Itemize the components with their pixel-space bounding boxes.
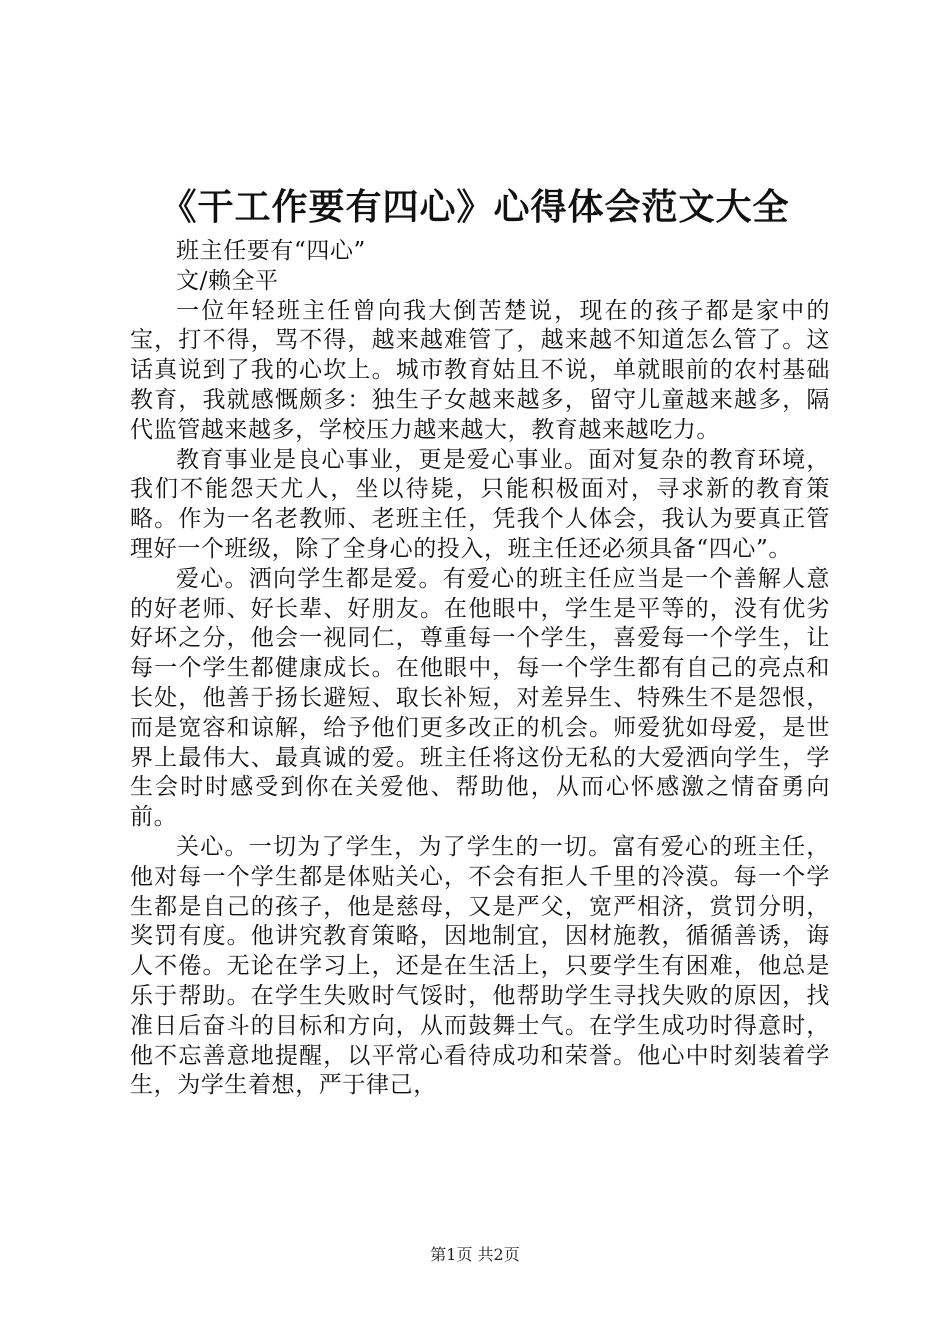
paragraph: 教育事业是良心事业，更是爱心事业。面对复杂的教育环境，我们不能怨天尤人，坐以待毙，只能积极面对，寻求新的教育策略。作为一名老教师、老班主任，凭我个人体会，我认为要真正管理好一个班级，除了全身心的投入，班主任还必须具备“四心”。 (130, 446, 830, 562)
document-title: 《干工作要有四心》心得体会范文大全 (160, 187, 790, 228)
page-number-footer: 第1页 共2页 (430, 1245, 520, 1264)
paragraph: 关心。一切为了学生，为了学生的一切。富有爱心的班主任，他对每一个学生都是体贴关心，不会有拒人千里的冷漠。每一个学生都是自己的孩子，他是慈母，又是严父，宽严相济，赏罚分明，奖罚有度。他讲究教育策略，因地制宜，因材施教，循循善诱，诲人不倦。无论在学习上，还是在生活上，只要学生有困难，他总是乐于帮助。在学生失败时气馁时，他帮助学生寻找失败的原因，找准日后奋斗的目标和方向，从而鼓舞士气。在学生成功时得意时，他不忘善意地提醒，以平常心看待成功和荣誉。他心中时刻装着学生，为学生着想，严于律己， (130, 833, 830, 1099)
paragraph: 班主任要有“四心” (176, 238, 366, 264)
paragraph: 一位年轻班主任曾向我大倒苦楚说，现在的孩子都是家中的宝，打不得，骂不得，越来越难管了，越来越不知道怎么管了。这话真说到了我的心坎上。城市教育姑且不说，单就眼前的农村基础教育，我就感慨颇多：独生子女越来越多，留守儿童越来越多，隔代监管越来越多，学校压力越来越大，教育越来越吃力。 (130, 297, 830, 443)
paragraph: 爱心。洒向学生都是爱。有爱心的班主任应当是一个善解人意的好老师、好长辈、好朋友。在他眼中，学生是平等的，没有优劣好坏之分，他会一视同仁，尊重每一个学生，喜爱每一个学生，让每一个学生都健康成长。在他眼中，每一个学生都有自己的亮点和长处，他善于扬长避短、取长补短，对差异生、特殊生不是怨恨，而是宽容和谅解，给予他们更多改正的机会。师爱犹如母爱，是世界上最伟大、最真诚的爱。班主任将这份无私的大爱洒向学生，学生会时时感受到你在关爱他、帮助他，从而心怀感激之情奋勇向前。 (130, 565, 830, 831)
document-body (130, 237, 830, 1101)
paragraph: 文/赖全平 (176, 267, 279, 294)
